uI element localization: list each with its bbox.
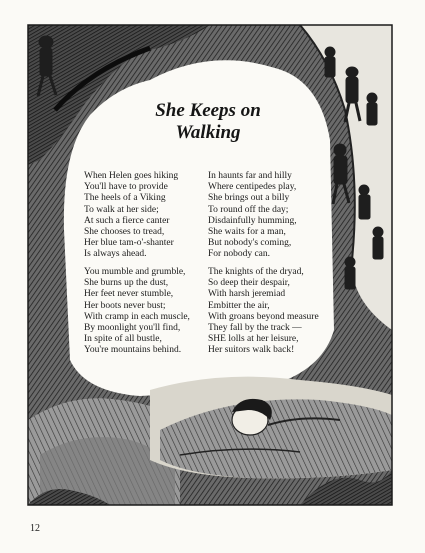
poem-line: The knights of the dryad, — [208, 267, 304, 277]
poem-line: Is always ahead. — [84, 249, 147, 260]
poem-line: She waits for a man, — [208, 227, 286, 238]
poem-line: In spite of all bustle, — [84, 334, 162, 345]
stanza-4 — [208, 267, 319, 357]
poem-line: You mumble and grumble, — [84, 267, 186, 277]
poem-line: Where centipedes play, — [208, 182, 297, 193]
poem-line: SHE lolls at her leisure, — [208, 334, 299, 345]
stanza-1 — [84, 171, 178, 261]
poem-line: At such a fierce canter — [84, 215, 170, 226]
poem-line: So deep their despair, — [208, 278, 290, 289]
title-line-2: Walking — [175, 122, 241, 143]
poem-line: Her boots never bust; — [84, 300, 166, 311]
poem-line: To walk at her side; — [84, 204, 159, 215]
poem-line: With cramp in each muscle, — [84, 311, 190, 322]
poem-line: With harsh jeremiad — [208, 289, 286, 300]
poem-line: Embitter the air, — [208, 300, 270, 311]
poem-line: The heels of a Viking — [84, 193, 166, 204]
poem-line: With groans beyond measure — [208, 311, 319, 322]
poem-line: Her blue tam-o'-shanter — [84, 238, 174, 249]
reclining-woman — [150, 377, 392, 479]
poem-line: For nobody can. — [208, 249, 271, 260]
stanza-3 — [208, 171, 297, 261]
title-line-1: She Keeps on — [155, 100, 261, 121]
poem-line: To round off the day; — [208, 204, 289, 215]
poem-line: In haunts far and hilly — [208, 171, 292, 181]
poem-line: By moonlight you'll find, — [84, 323, 181, 334]
page-number: 12 — [30, 523, 40, 534]
poem-line: Her suitors walk back! — [208, 345, 295, 356]
poem-line: When Helen goes hiking — [84, 171, 179, 181]
poem-line: You'll have to provide — [84, 182, 168, 193]
poem-line: She brings out a billy — [208, 193, 290, 204]
poem-line: She burns up the dust, — [84, 278, 169, 289]
poem-line: She chooses to tread, — [84, 227, 165, 238]
poem-title — [128, 100, 288, 144]
poem-line: Her feet never stumble, — [84, 289, 174, 300]
poem-line: They fall by the track — — [208, 323, 302, 334]
poem-line: You're mountains behind. — [84, 345, 182, 356]
stanza-2 — [84, 267, 190, 357]
poem-line: But nobody's coming, — [208, 238, 292, 249]
poem-line: Disdainfully humming, — [208, 215, 297, 226]
